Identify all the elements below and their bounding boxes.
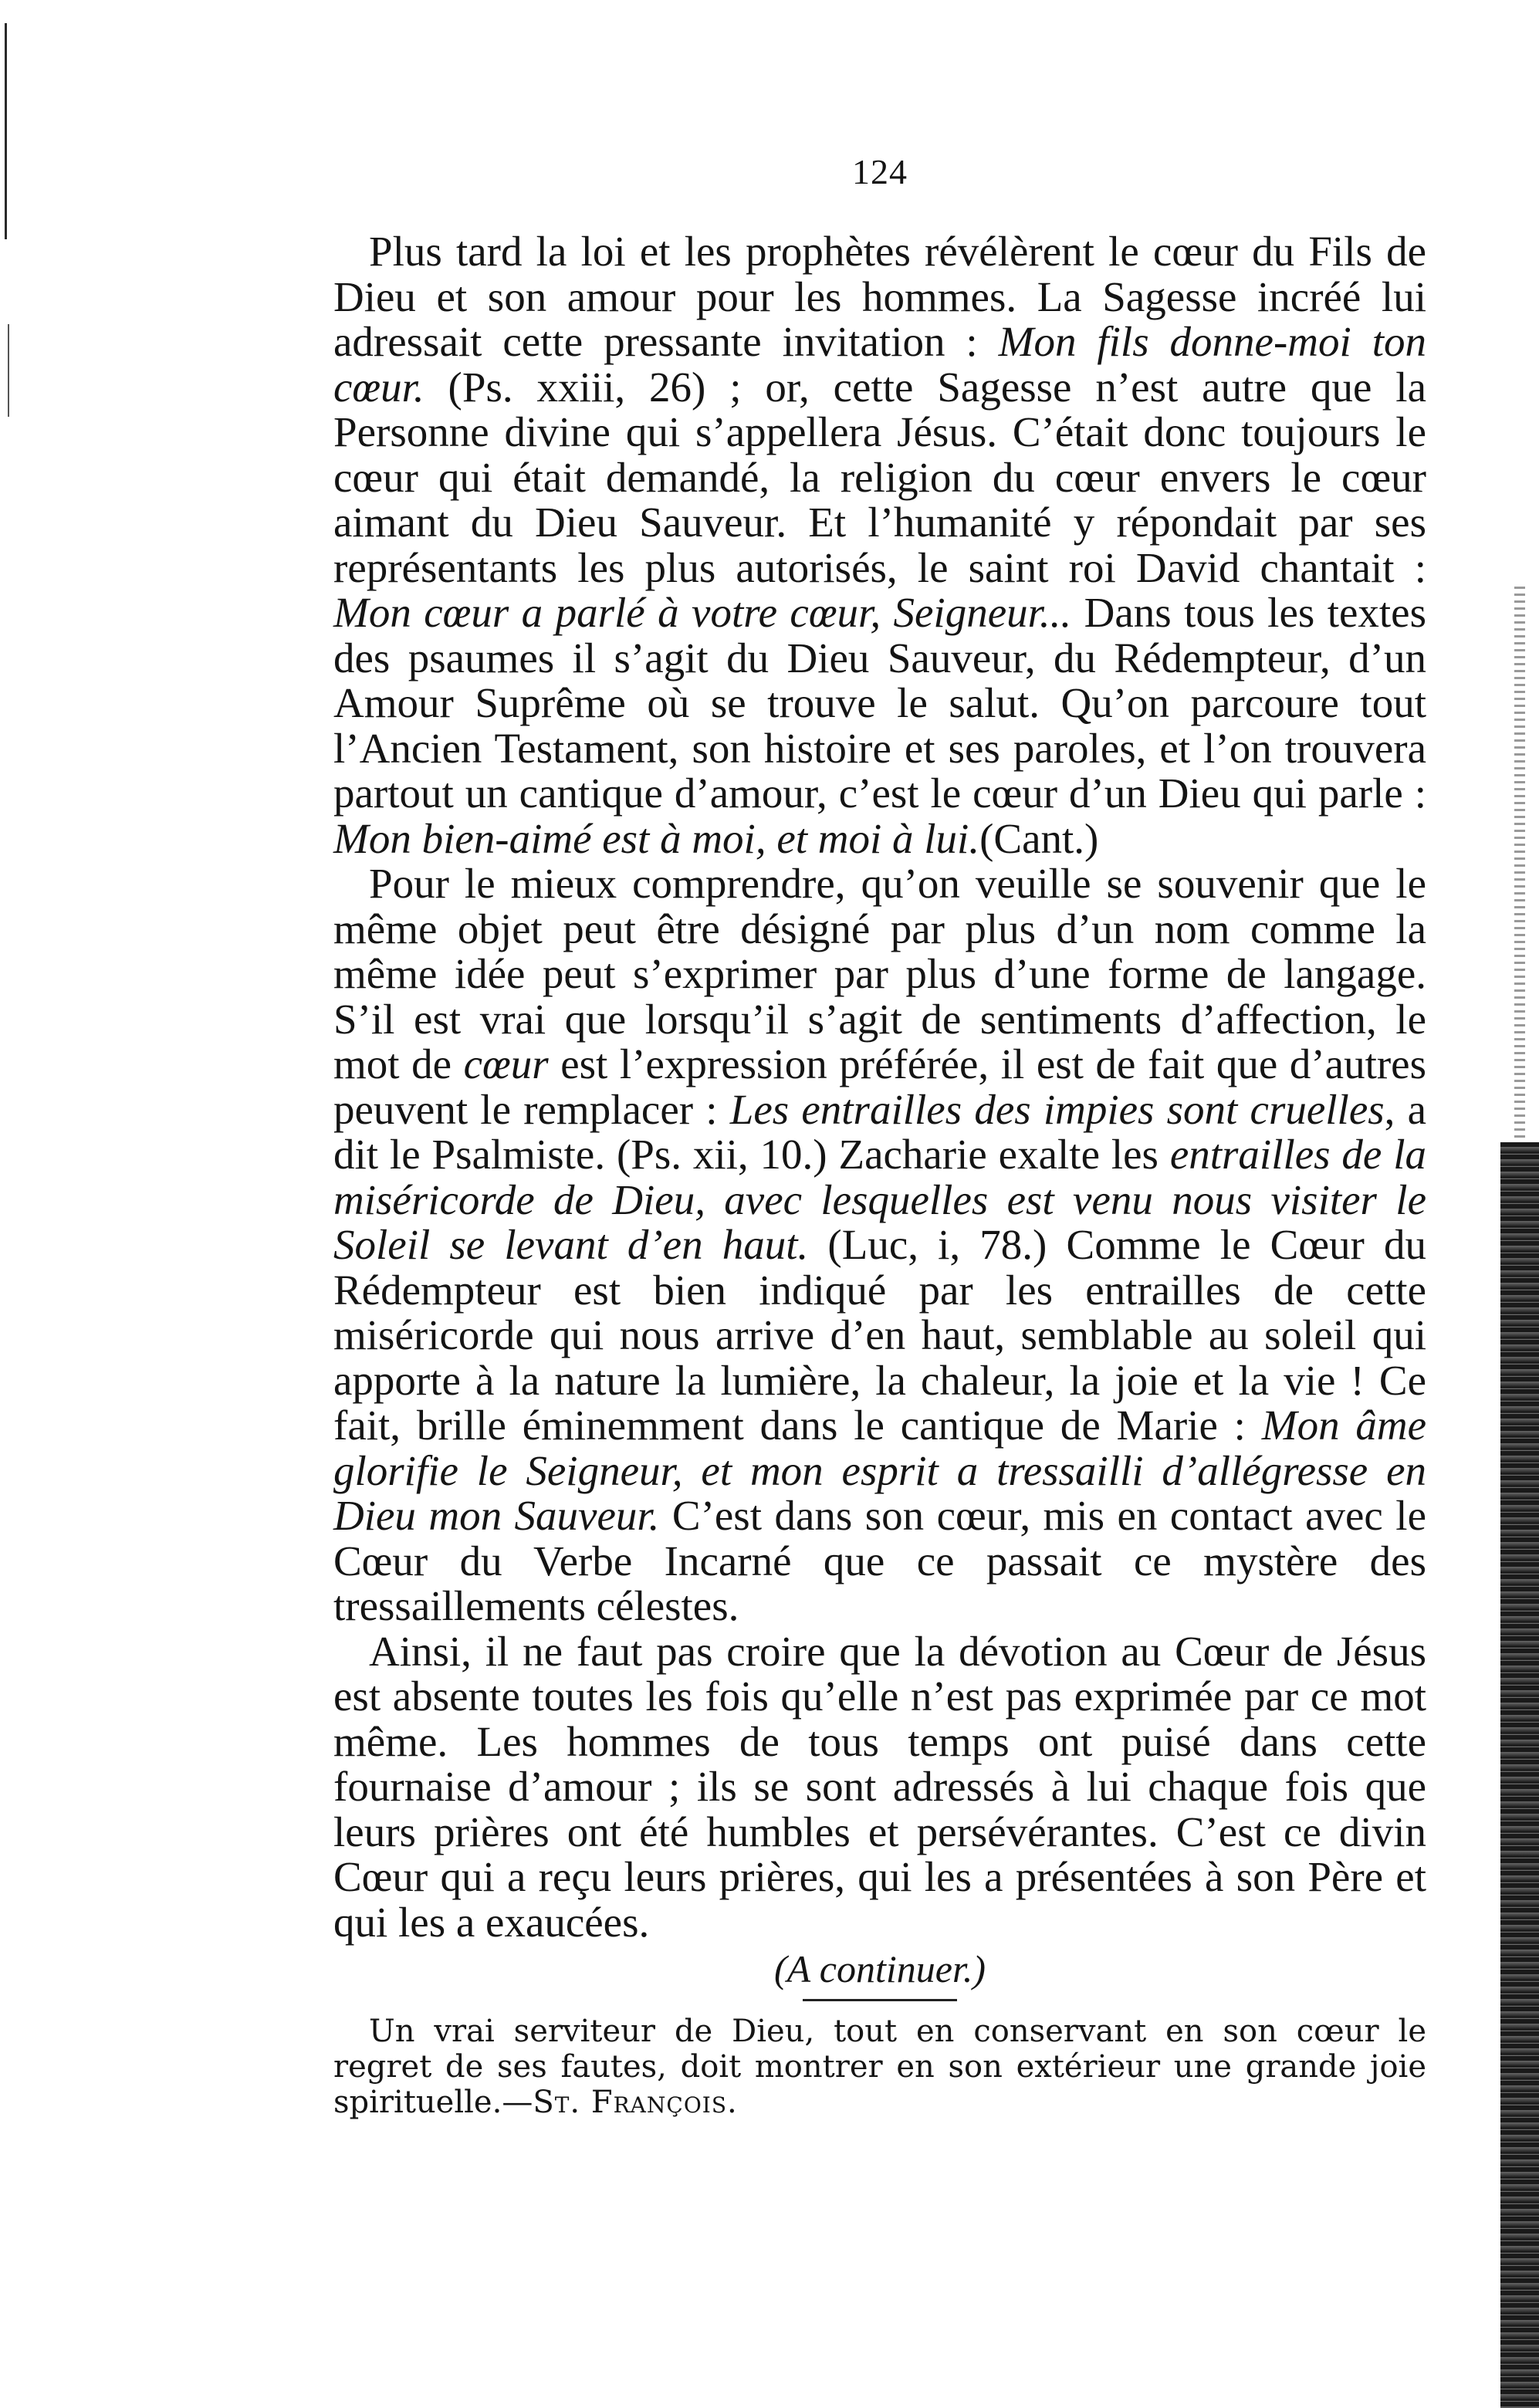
paragraph-3	[333, 1629, 1426, 1946]
quote-text: Un vrai serviteur de Dieu, tout en conservant en son cœur le regret de ses fautes, doit montrer en son extérieur une grande joie spirituelle.—	[333, 2014, 1426, 2120]
text-run: est l’expression préférée, il est de fait que d’autres peuvent le remplacer :	[333, 1040, 1427, 1133]
scan-edge-right-mark	[1514, 587, 1525, 1142]
separator-rule	[803, 1999, 957, 2001]
text-run: C’est dans son cœur, mis en contact avec le Cœur du Verbe Incarné que ce passait ce mystère des tressaillements célestes.	[333, 1492, 1426, 1629]
italic-run: Mon cœur a parlé à votre cœur, Seigneur...	[333, 589, 1072, 636]
continuation-note: (A continuer.)	[773, 1947, 986, 1990]
text-run: , a dit le Psalmiste. (Ps. xii, 10.) Zacharie exalte les	[333, 1085, 1427, 1178]
italic-run: Mon bien-aimé est à moi, et moi à lui.	[333, 814, 980, 862]
page-number: 124	[852, 152, 908, 191]
scan-edge-left-mark	[8, 324, 9, 417]
footer-quote	[333, 2014, 1426, 2120]
italic-run: cœur	[463, 1040, 549, 1087]
scan-edge-right	[1500, 1142, 1539, 2408]
italic-run: Mon âme glorifie le Seigneur, et mon esprit a tressailli d’allégresse en Dieu mon Sauveur.	[333, 1402, 1426, 1539]
italic-run: Les entrailles des impies sont cruelles	[729, 1085, 1385, 1133]
text-run: Pour le mieux comprendre, qu’on veuille se souvenir que le même objet peut être désigné par plus d’un nom comme la même idée peut s’exprimer par plus d’une forme de langage. S’il est vrai que lorsqu’il s’agit de sentiments d’affection, le mot de	[333, 860, 1426, 1087]
text-run: (Ps. xxiii, 26) ; or, cette Sagesse n’est autre que la Personne divine qui s’appellera Jésus. C’était donc toujours le cœur qui était demandé, la religion du cœur envers le cœur aimant du Dieu Sauveur. Et l’humanité y répondait par ses représentants les plus autorisés, le saint roi David chantait :	[333, 363, 1426, 591]
italic-run: entrailles de la miséricorde de Dieu, avec lesquelles est venu nous visiter le Soleil se levant d’en haut.	[333, 1131, 1426, 1268]
body-text	[333, 229, 1426, 1945]
text-run: Ainsi, il ne faut pas croire que la dévotion au Cœur de Jésus est absente toutes les fois qu’elle n’est pas exprimée par ce mot même. Les hommes de tous temps ont puisé dans cette fournaise d’amour ; ils se sont adressés à lui chaque fois que leurs prières ont été humbles et persévérantes. C’est ce divin Cœur qui a reçu leurs prières, qui les a présentées à son Père et qui les a exaucées.	[333, 1627, 1426, 1946]
text-run: (Luc, i, 78.) Comme le Cœur du Rédempteur est bien indiqué par les entrailles de cette miséricorde qui nous arrive d’en haut, semblable au soleil qui apporte à la nature la lumière, la chaleur, la joie et la vie ! Ce fait, brille éminemment dans le cantique de Marie :	[333, 1221, 1426, 1449]
paragraph-2	[333, 861, 1426, 1629]
paragraph-1	[333, 229, 1426, 861]
page	[333, 151, 1426, 2120]
scan-edge-left	[5, 23, 7, 239]
quote-attribution: St. François.	[533, 2085, 738, 2120]
text-run: Plus tard la loi et les prophètes révélèrent le cœur du Fils de Dieu et son amour pour les hommes. La Sagesse incréé lui adressait cette pressante invitation :	[333, 228, 1426, 365]
italic-run: Mon fils donne-moi ton cœur.	[333, 318, 1426, 411]
text-run: (Cant.)	[979, 814, 1099, 862]
text-run: Dans tous les textes des psaumes il s’agit du Dieu Sauveur, du Rédempteur, d’un Amour Suprême où se trouve le salut. Qu’on parcoure tout l’Ancien Testament, son histoire et ses paroles, et l’on trouvera partout un cantique d’amour, c’est le cœur d’un Dieu qui parle :	[333, 589, 1426, 817]
